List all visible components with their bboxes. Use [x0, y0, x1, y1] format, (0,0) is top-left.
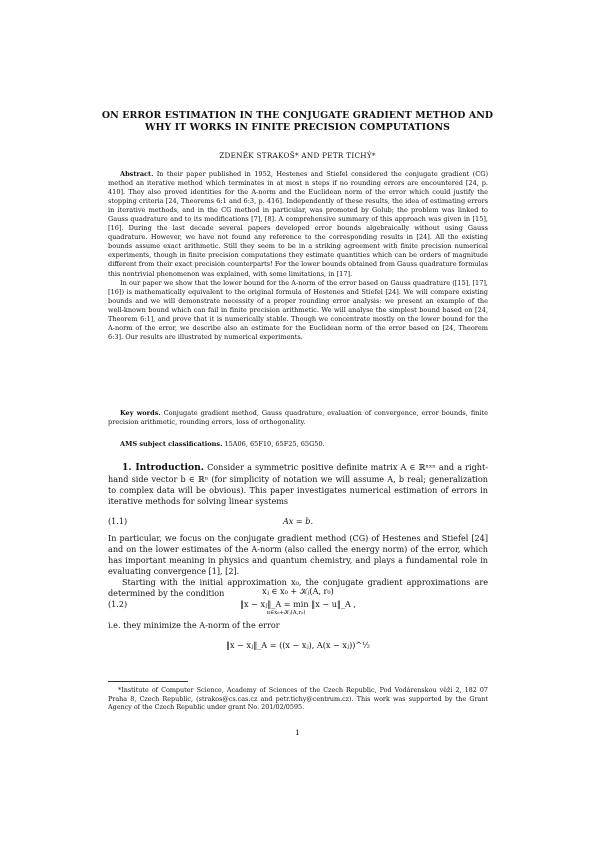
abstract-label: Abstract.: [120, 170, 154, 178]
ams-label: AMS subject classifications.: [120, 440, 223, 448]
abstract-paragraph-2: In our paper we show that the lower bound for the A-norm of the error based on Gauss quadrature ([15], [17], [16]) is mathematically equivalent to the original formula of Hestenes and Stiefel [24]. We will compare existing bounds and we will demonstrate necessity of a proper rounding error analysis: we present an example of the well-known bound which can fail in finite precision arithmetic. We will analyse the simplest bound based on [24, Theorem 6:1], and prove that it is numerically stable. Though we concentrate mostly on the lower bound for the A-norm of the error, we describe also an estimate for the Euclidean norm of the error based on [24, Theorem 6:3]. Our results are illustrated by numerical experiments.: [108, 278, 488, 341]
keywords-text: Conjugate gradient method, Gauss quadrature, evaluation of convergence, error bounds, finite precision arithmetic, rounding errors, loss of orthogonality.: [108, 409, 488, 427]
abstract-text-1: In their paper published in 1952, Hestenes and Stiefel considered the conjugate gradient (CG) method an iterative method which terminates in at most n steps if no rounding errors are encountered [24, p. 410]. They also proved identities for the A-norm and the Euclidean norm of the error which could justify the stopping criteria [24, Theorems 6:1 and 6:3, p. 416]. Independently of these results, the idea of estimating errors in iterative methods, and in the CG method in particular, was promoted by Golub; the problem was linked to Gauss quadrature and to its modifications [7], [8]. A comprehensive summary of this approach was given in [15], [16]. During the last decade several papers developed error bounds algebraically without using Gauss quadrature. However, we have not found any reference to the corresponding results in [24]. All the existing bounds assume exact arithmetic. Still they seem to be in a striking agreement with finite precision numerical experiments, though in finite precision computations they estimate quantities which can be orders of magnitude different from their exact precision counterparts! For the lower bounds obtained from Gauss quadrature formulas this nontrivial phenomenon was explained, with some limitations, in [17].: [108, 170, 488, 278]
equation-subscript: u∈x₀+𝒦ⱼ(A,r₀): [266, 610, 306, 616]
equation-line-1: xⱼ ∈ x₀ + 𝒦ⱼ(A, r₀): [262, 586, 334, 596]
ams-classifications: [108, 440, 488, 449]
footnote-rule: [108, 681, 188, 682]
keywords-label: Key words.: [120, 409, 161, 417]
intro-paragraph-3: Starting with the initial approximation x₀, the conjugate gradient approximations are determined by the condition: [108, 576, 488, 598]
equation-1-2: [108, 586, 488, 622]
equation-a-norm: [108, 640, 488, 654]
paper-authors: ZDENĚK STRAKOŠ* AND PETR TICHÝ*: [219, 151, 376, 160]
intro-paragraph-1: [108, 462, 488, 507]
paper-title: ON ERROR ESTIMATION IN THE CONJUGATE GRADIENT METHOD AND WHY IT WORKS IN FINITE PRECISION COMPUTATIONS: [101, 110, 494, 134]
equation-number: (1.2): [108, 599, 128, 609]
keywords: [108, 409, 488, 427]
footnote: *Institute of Computer Science, Academy of Sciences of the Czech Republic, Pod Vodárenskou věží 2, 182 07 Praha 8, Czech Republic, (strakos@cs.cas.cz and petr.tichy@centrum.cz). This work was supported by the Grant Agency of the Czech Republic under grant No. 201/02/0595.: [108, 686, 488, 712]
equation-body: ‖x − xⱼ‖_A = ((x − xⱼ), A(x − xⱼ))^½: [225, 640, 371, 650]
equation-1-1: [108, 516, 488, 528]
intro-paragraph-4: i.e. they minimize the A-norm of the error: [108, 620, 280, 630]
equation-number: (1.1): [108, 516, 128, 526]
equation-line-2: ‖x − xⱼ‖_A = min ‖x − u‖_A ,: [240, 599, 356, 609]
abstract-paragraph-1: [108, 170, 488, 279]
intro-block-1: [108, 462, 488, 507]
ams-text: 15A06, 65F10, 65F25, 65G50.: [224, 440, 325, 448]
intro-paragraph-2: In particular, we focus on the conjugate gradient method (CG) of Hestenes and Stiefel [24] and on the lower estimates of the A-norm (also called the energy norm) of the error, which has important meaning in physics and quantum chemistry, and plays a fundamental role in evaluating convergence [1], [2].: [108, 533, 488, 576]
intro-text-1: Consider a symmetric positive definite matrix A ∈ ℝⁿˣⁿ and a right-hand side vector b ∈ ℝⁿ (for simplicity of notation we will assume A, b real; generalization to complex data will be obvious). This paper investigates numerical estimation of errors in iterative methods for solving linear systems: [108, 462, 489, 506]
section-heading: 1. Introduction.: [122, 462, 204, 473]
page-number: 1: [295, 728, 300, 737]
equation-body: Ax = b.: [282, 516, 314, 526]
abstract: [108, 170, 488, 342]
intro-block-3: [108, 620, 488, 631]
